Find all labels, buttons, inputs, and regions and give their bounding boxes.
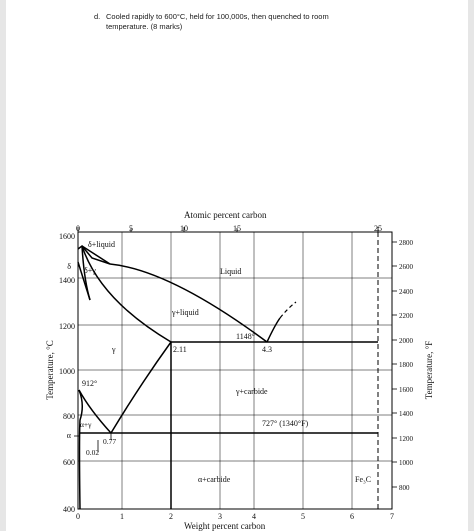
region-gamma-liquid: γ+liquid: [172, 308, 199, 317]
bottom-tick-7: 7: [390, 512, 394, 521]
bottom-tick-6: 6: [350, 512, 354, 521]
alpha-marker: α: [66, 431, 71, 440]
label-1148: 1148°: [236, 332, 255, 341]
right-tick-1800: 1800: [399, 361, 413, 369]
top-tick-5: 5: [129, 224, 133, 233]
top-tick-0: 0: [76, 224, 80, 233]
right-tick-2400: 2400: [399, 288, 413, 296]
bottom-tick-1: 1: [120, 512, 124, 521]
top-axis-label: Atomic percent carbon: [184, 210, 267, 220]
bottom-tick-5: 5: [301, 512, 305, 521]
region-gamma: γ: [112, 345, 116, 354]
bottom-tick-4: 4: [252, 512, 256, 521]
left-tick-1000: 1000: [59, 367, 75, 376]
left-axis-label: Temperature, °C: [45, 340, 55, 400]
right-tick-2200: 2200: [399, 312, 413, 320]
top-tick-25: 25: [374, 224, 382, 233]
bottom-tick-0: 0: [76, 512, 80, 521]
label-4-3: 4.3: [262, 345, 272, 354]
alpha-solvus-line: [79, 390, 82, 509]
top-tick-10: 10: [180, 224, 188, 233]
question-line-1: Cooled rapidly to 600°C, held for 100,000s, then quenched to room: [106, 12, 329, 21]
liquidus-extension-line: [280, 302, 296, 318]
right-tick-1600: 1600: [399, 386, 413, 394]
label-912: 912°: [82, 379, 98, 388]
region-fe3c: Fe₃C: [355, 475, 372, 484]
top-tick-15: 15: [233, 224, 241, 233]
liquidus-line: [78, 246, 267, 342]
question-number: d.: [94, 12, 101, 21]
acm-line: [111, 342, 171, 433]
question-line-2: temperature. (8 marks): [106, 22, 183, 31]
solidus-line: [82, 246, 171, 342]
left-tick-800: 800: [63, 412, 75, 421]
label-0-02: 0.02: [86, 448, 100, 457]
right-tick-2600: 2600: [399, 263, 413, 271]
label-727: 727° (1340°F): [262, 419, 309, 428]
right-tick-2800: 2800: [399, 239, 413, 247]
region-liquid: Liquid: [220, 267, 242, 276]
left-tick-600: 600: [63, 458, 75, 467]
left-tick-1400: 1400: [59, 276, 75, 285]
right-tick-1400: 1400: [399, 410, 413, 418]
region-alpha-gamma: α+γ: [80, 420, 92, 429]
bottom-tick-3: 3: [218, 512, 222, 521]
label-2-11: 2.11: [173, 345, 187, 354]
right-tick-1200: 1200: [399, 435, 413, 443]
region-gamma-carbide: γ+carbide: [236, 387, 268, 396]
right-tick-800: 800: [399, 484, 410, 492]
phase-boundaries: [78, 246, 378, 509]
liquidus-hyper-line: [267, 318, 280, 342]
right-tick-2000: 2000: [399, 337, 413, 345]
label-0-77: 0.77: [103, 437, 117, 446]
delta-marker: δ: [67, 262, 71, 271]
right-axis-label: Temperature, °F: [424, 340, 434, 400]
bottom-axis-label: Weight percent carbon: [184, 521, 266, 531]
region-delta-liquid: δ+liquid: [88, 240, 115, 249]
region-delta-gamma: δ+γ: [84, 266, 96, 275]
region-alpha-carbide: α+carbide: [198, 475, 231, 484]
right-tick-1000: 1000: [399, 459, 413, 467]
left-tick-1200: 1200: [59, 322, 75, 331]
left-tick-400: 400: [63, 505, 75, 514]
left-tick-1600: 1600: [59, 232, 75, 241]
bottom-tick-2: 2: [169, 512, 173, 521]
